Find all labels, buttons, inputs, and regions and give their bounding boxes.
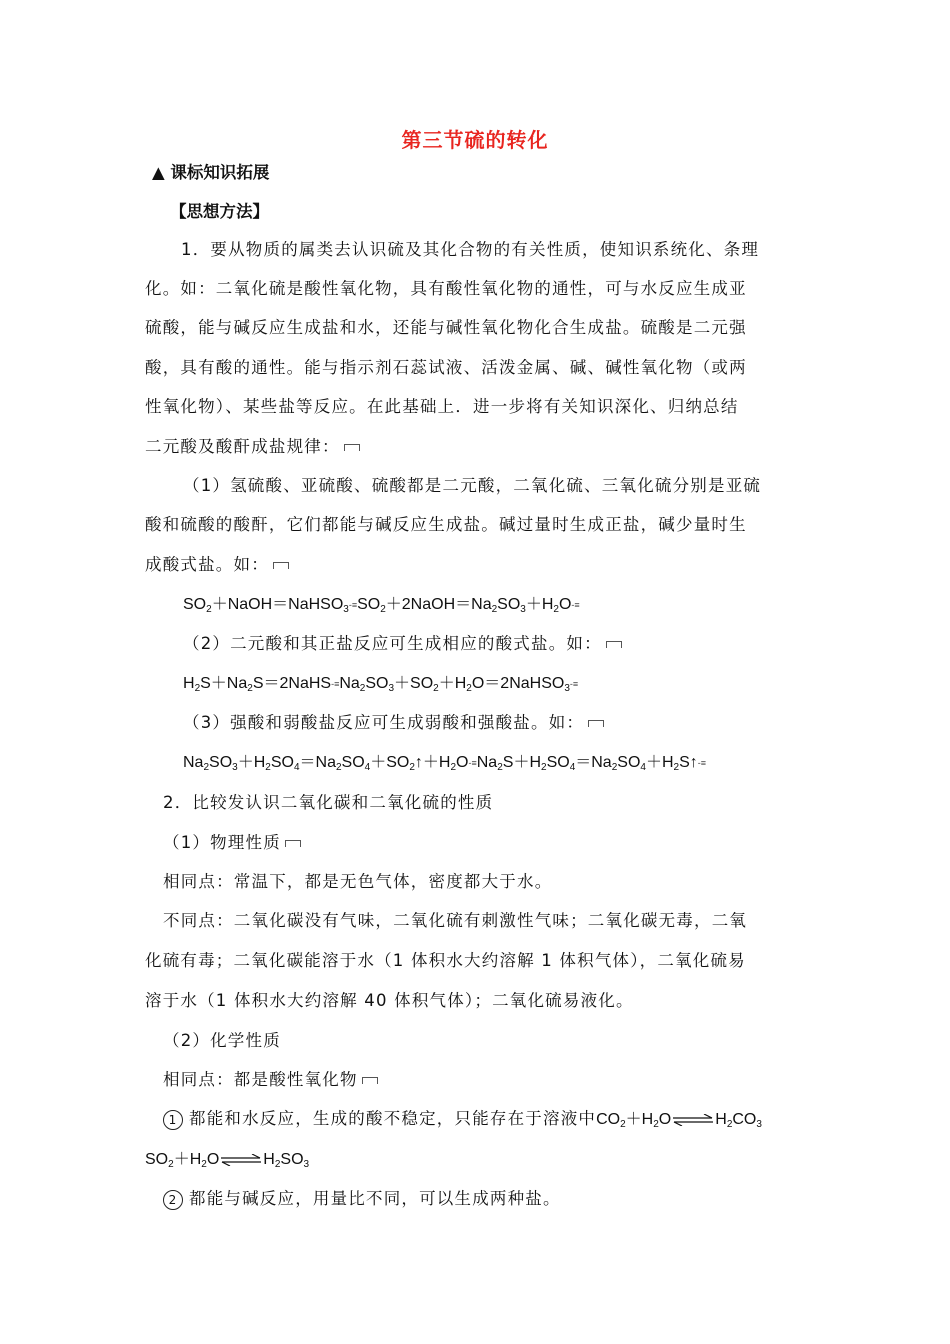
return-mark-icon bbox=[273, 562, 289, 569]
paragraph-line: 成酸式盐。如： bbox=[145, 554, 289, 576]
paragraph-line: 酸，具有酸的通性。能与指示剂石蕊试液、活泼金属、碱、碱性氧化物（或两 bbox=[145, 358, 747, 377]
reversible-arrow-icon bbox=[672, 1114, 714, 1126]
paragraph-line: 溶于水（1 体积水大约溶解 40 体积气体）；二氧化硫易液化。 bbox=[145, 991, 634, 1010]
equation-marker: -≡ bbox=[697, 758, 707, 768]
reversible-arrow-icon bbox=[220, 1154, 262, 1166]
paragraph-line: 1．要从物质的属类去认识硫及其化合物的有关性质，使知识系统化、条理 bbox=[181, 240, 760, 259]
equation-marker: -≡ bbox=[569, 679, 579, 689]
return-mark-icon bbox=[588, 720, 604, 727]
paragraph-line: 不同点：二氧化碳没有气味，二氧化硫有刺激性气味；二氧化碳无毒，二氧 bbox=[163, 911, 748, 930]
paragraph-line: （2）二元酸和其正盐反应可生成相应的酸式盐。如： bbox=[183, 633, 622, 655]
return-mark-icon bbox=[285, 840, 301, 847]
return-mark-icon bbox=[344, 444, 360, 451]
paragraph-line: 化。如：二氧化硫是酸性氧化物，具有酸性氧化物的通性，可与水反应生成亚 bbox=[145, 279, 747, 298]
paragraph-line: （1）氢硫酸、亚硫酸、硫酸都是二元酸，二氧化硫、三氧化硫分别是亚硫 bbox=[183, 476, 762, 495]
paragraph-line: 酸和硫酸的酸酐，它们都能与碱反应生成盐。碱过量时生成正盐，碱少量时生 bbox=[145, 515, 747, 534]
paragraph-line: 性氧化物）、某些盐等反应。在此基础上．进一步将有关知识深化、归纳总结 bbox=[145, 397, 739, 416]
paragraph-line: 相同点：都是酸性氧化物 bbox=[163, 1069, 378, 1091]
paragraph-line: 化硫有毒；二氧化碳能溶于水（1 体积水大约溶解 1 体积气体），二氧化硫易 bbox=[145, 951, 746, 970]
equation-line: $SO_2+H_2O$ $H_2SO_3$ bbox=[145, 1151, 310, 1170]
equation-marker: -≡ bbox=[571, 600, 580, 610]
paragraph-line: 二元酸及酸酐成盐规律： bbox=[145, 436, 360, 458]
page-title: 第三节硫的转化 bbox=[401, 128, 549, 152]
equation-marker: -≡ bbox=[468, 758, 477, 768]
chem-heading: （2）化学性质 bbox=[163, 1031, 281, 1050]
return-mark-icon bbox=[606, 641, 622, 648]
method-heading: 【思想方法】 bbox=[170, 202, 269, 221]
return-mark-icon bbox=[362, 1077, 378, 1084]
equation-marker: -≡ bbox=[348, 600, 358, 610]
list-item: 1 都能和水反应，生成的酸不稳定，只能存在于溶液中$CO_2+H_2O$ $H_2CO_3$ bbox=[163, 1108, 762, 1131]
section-heading: ▲ 课标知识拓展 bbox=[152, 163, 270, 182]
equation-line: $SO_2+NaOH=NaHSO_3-\equiv SO_2+2NaOH=Na_2SO_3+H_2O-\equiv$ bbox=[183, 596, 580, 616]
paragraph-line: （3）强酸和弱酸盐反应可生成弱酸和强酸盐。如： bbox=[183, 712, 604, 734]
compare-heading: 2．比较发认识二氧化碳和二氧化硫的性质 bbox=[163, 793, 494, 812]
circled-number: 1 bbox=[163, 1110, 183, 1130]
circled-number: 2 bbox=[163, 1190, 183, 1210]
equation-line: $H_2S+Na_2S=2NaHS-\equiv Na_2SO_3+SO_2+H_2O=2NaHSO_3-\equiv$ bbox=[183, 675, 579, 695]
equation-line: $Na_2SO_3+H_2SO_4=Na_2SO_4+SO_2↑+H_2O-\equiv Na_2S+H_2SO_4=Na_2SO_4+H_2S↑-\equiv$ bbox=[183, 754, 707, 774]
paragraph-line: 相同点：常温下，都是无色气体，密度都大于水。 bbox=[163, 872, 553, 891]
phys-heading: （1）物理性质 bbox=[163, 832, 301, 854]
list-item: 2 都能与碱反应，用量比不同，可以生成两种盐。 bbox=[163, 1188, 561, 1210]
paragraph-line: 硫酸，能与碱反应生成盐和水，还能与碱性氧化物化合生成盐。硫酸是二元强 bbox=[145, 318, 747, 337]
equation-marker: -≡ bbox=[331, 679, 340, 689]
